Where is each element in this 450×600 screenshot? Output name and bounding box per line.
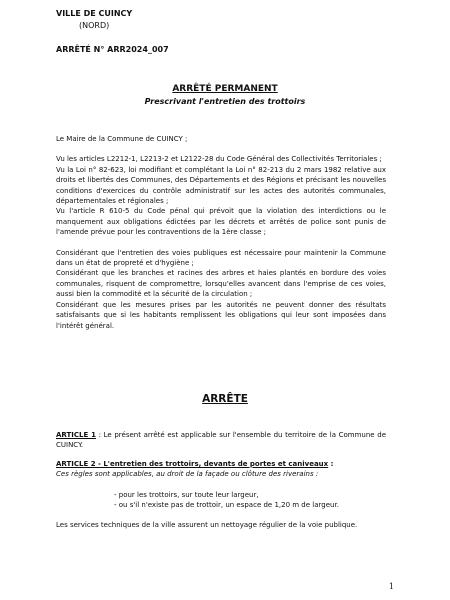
decree-reference: ARRÊTÉ N° ARR2024_007 [56, 45, 169, 54]
mayor-line: Le Maire de la Commune de CUINCY ; [56, 135, 188, 143]
page-number: 1 [388, 582, 394, 591]
vu-paragraph-2: Vu la Loi n° 82-623, loi modifiant et complétant la Loi n° 82-213 du 2 mars 1982 relative aux droits et libertés des Communes, des Départements et des Régions et précisant les nouvelles conditions d'exercices du contrôle administratif sur les actes des autorités communales, départementales et régionales ; [56, 165, 386, 206]
articles [56, 430, 386, 531]
article-2-intro: Ces règles sont applicables, au droit de la façade ou clôture des riverains : [56, 470, 319, 479]
preamble [56, 134, 386, 331]
article-1-label: ARTICLE 1 [56, 431, 96, 439]
considerant-paragraph-2: Considérant que les branches et racines des arbres et haies plantés en bordure des voies communales, risquent de compromettre, lorsqu'elles avancent dans l'emprise de ces voies, aussi bien la commodité et la sécurité de la circulation ; [56, 269, 386, 299]
decree-subtitle: Prescrivant l'entretien des trottoirs [144, 97, 306, 106]
article-1 [56, 430, 386, 451]
article-2-bullet-1: - pour les trottoirs, sur toute leur largeur, [114, 490, 259, 499]
article-2-label-suffix: : [328, 459, 334, 468]
vu-paragraph-3: Vu l'article R 610-5 du Code pénal qui prévoit que la violation des interdictions ou le manquement aux obligations édictées par les décrets et arrêtés de police sont punis de l'amende prévue pour les contraventions de la 1ère classe ; [56, 207, 386, 237]
considerant-paragraph-1: Considérant que l'entretien des voies publiques est nécessaire pour maintenir la Commune dans un état de propreté et d'hygiène ; [56, 248, 386, 268]
article-2-heading [56, 459, 386, 469]
decree-title: ARRÊTÉ PERMANENT [172, 84, 278, 94]
city-name: VILLE DE CUINCY [56, 9, 133, 18]
department-name: (NORD) [79, 21, 110, 30]
article-2-label: ARTICLE 2 - L'entretien des trottoirs, devants de portes et caniveaux [56, 459, 329, 468]
article-1-text: : Le présent arrêté est applicable sur l'ensemble du territoire de la Commune de CUINCY. [56, 431, 387, 450]
arrete-heading: ARRÊTE [202, 393, 248, 405]
article-2-bullet-2: - ou s'il n'existe pas de trottoir, un espace de 1,20 m de largeur. [114, 501, 339, 510]
article-2-services: Les services techniques de la ville assurent un nettoyage régulier de la voie publique. [56, 521, 358, 530]
vu-paragraph-1: Vu les articles L2212-1, L2213-2 et L2122-28 du Code Général des Collectivités Territoriales ; [56, 155, 382, 164]
considerant-paragraph-3: Considérant que les mesures prises par les autorités ne peuvent donner des résultats satisfaisants que si les habitants remplissent les obligations qui leur sont imposées dans l'intérêt général. [56, 300, 386, 330]
